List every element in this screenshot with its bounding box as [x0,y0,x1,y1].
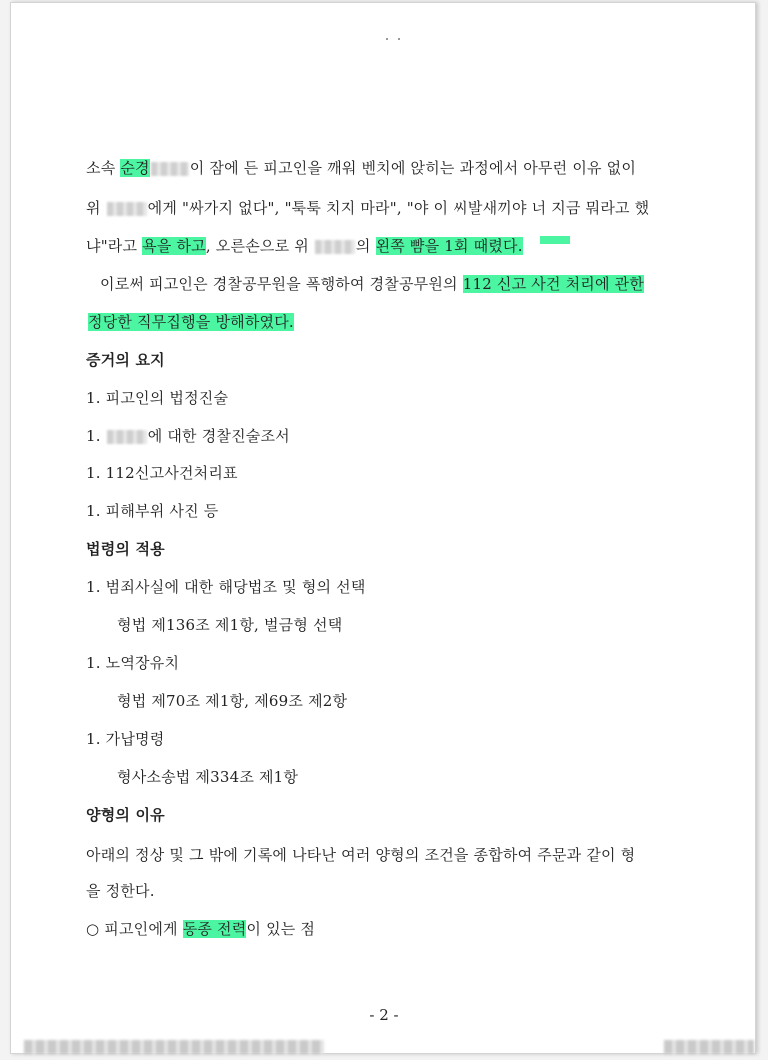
sentencing-bullet [86,919,315,939]
text: 이 있는 점 [246,920,316,938]
evidence-heading: 증거의 요지 [86,351,165,369]
scan-mark [398,38,400,40]
highlighted-text: 112 신고 사건 처리에 관한 [462,275,645,293]
page-number: - 2 - [369,1006,399,1024]
text: 소속 [86,159,121,177]
body-line-1 [86,158,636,178]
body-line-2 [86,198,649,218]
law-item: 1. 범죄사실에 대한 해당법조 및 형의 선택 [86,578,366,596]
highlighted-text: 동종 전력 [182,920,247,938]
body-line-3 [86,236,523,256]
sentencing-heading: 양형의 이유 [86,806,165,824]
highlighted-text: 왼쪽 뺨을 1회 때렸다. [375,237,523,255]
evidence-item: 1. 피고인의 법정진술 [86,389,229,407]
text: 에게 "싸가지 없다", "툭툭 치지 마라", "야 이 씨발새끼야 너 지금 뭐라고 했 [147,199,650,217]
text: , 오른손으로 위 [205,237,314,255]
evidence-item [86,426,290,446]
law-item-detail: 형법 제136조 제1항, 벌금형 선택 [117,616,343,634]
text: 이로써 피고인은 경찰공무원을 폭행하여 경찰공무원의 [100,275,463,293]
highlighted-text: 욕을 하고 [142,237,206,255]
redacted-footer [664,1040,754,1054]
scan-mark [386,38,388,40]
redacted-name [107,202,147,216]
law-item: 1. 가납명령 [86,730,165,748]
highlighted-text: 순경 [120,159,150,177]
redacted-name [151,162,189,176]
redacted-footer [24,1040,324,1054]
body-line-5 [88,312,294,332]
evidence-item: 1. 112신고사건처리표 [86,464,238,482]
sentencing-text: 을 정한다. [86,882,155,900]
text: 위 [86,199,106,217]
text: ○ 피고인에게 [86,920,183,938]
sentencing-text: 아래의 정상 및 그 밖에 기록에 나타난 여러 양형의 조건을 종합하여 주문과 같이 형 [86,846,636,864]
law-item-detail: 형사소송법 제334조 제1항 [117,768,299,786]
evidence-item: 1. 피해부위 사진 등 [86,502,219,520]
highlight-mark [540,236,570,244]
redacted-name [315,240,355,254]
text: 에 대한 경찰진술조서 [147,427,290,445]
text: 1. [86,427,106,445]
body-line-4 [100,274,644,294]
text: 의 [355,237,376,255]
law-heading: 법령의 적용 [86,540,165,558]
text: 이 잠에 든 피고인을 깨워 벤치에 앉히는 과정에서 아무런 이유 없이 [189,159,637,177]
law-item-detail: 형법 제70조 제1항, 제69조 제2항 [117,692,348,710]
redacted-name [107,430,147,444]
text: 냐"라고 [86,237,143,255]
law-item: 1. 노역장유치 [86,654,180,672]
highlighted-text: 정당한 직무집행을 방해하였다. [88,313,294,331]
